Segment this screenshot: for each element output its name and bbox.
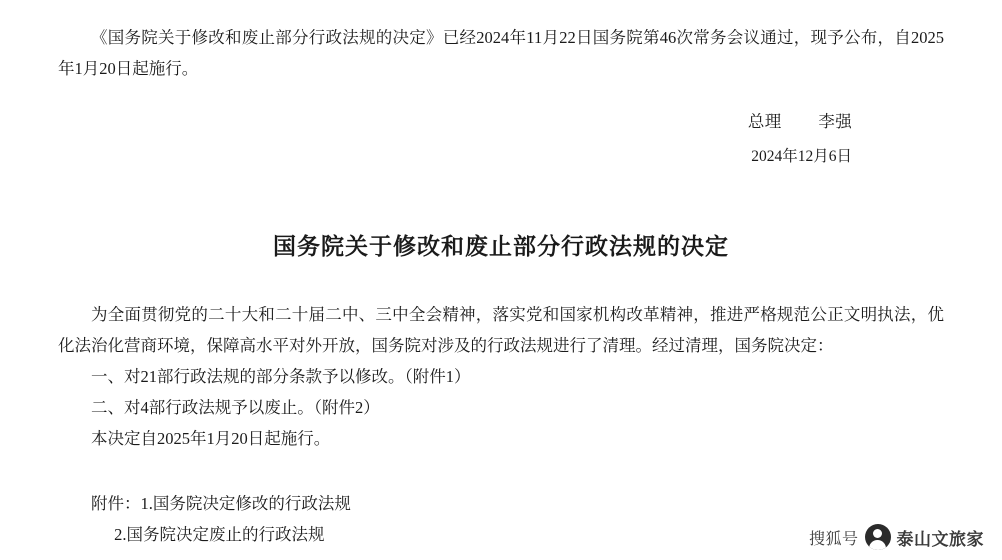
watermark [809,524,984,550]
body-paragraph-1: 为全面贯彻党的二十大和二十届二中、三中全会精神，落实党和国家机构改革精神，推进严格规范公正文明执法，优化法治化营商环境，保障高水平对外开放，国务院对涉及的行政法规进行了清理。经过清理，国务院决定： [58,305,944,355]
promulgation-paragraph: 《国务院关于修改和废止部分行政法规的决定》已经2024年11月22日国务院第46次常务会议通过，现予公布，自2025年1月20日起施行。 [58,28,944,78]
signature-date: 2024年12月6日 [751,148,852,165]
signature-block [58,106,944,172]
user-avatar-icon [865,524,891,550]
attachment-line-1: 附件：1.国务院决定修改的行政法规 [91,494,351,513]
signer-role: 总理 [747,112,782,131]
watermark-platform-label: 搜狐号 [808,530,859,548]
watermark-account-name: 泰山文旅家 [896,529,984,549]
signature-line [58,106,852,137]
attachment-line-2: 2.国务院决定废止的行政法规 [114,525,325,544]
decision-item-1: 一、对21部行政法规的部分条款予以修改。（附件1） [91,367,471,386]
document-body [58,299,944,454]
signer-name: 李强 [818,112,852,131]
decision-item-2: 二、对4部行政法规予以废止。（附件2） [91,398,380,417]
page-title: 国务院关于修改和废止部分行政法规的决定 [273,234,729,259]
effective-date-line: 本决定自2025年1月20日起施行。 [91,429,331,448]
